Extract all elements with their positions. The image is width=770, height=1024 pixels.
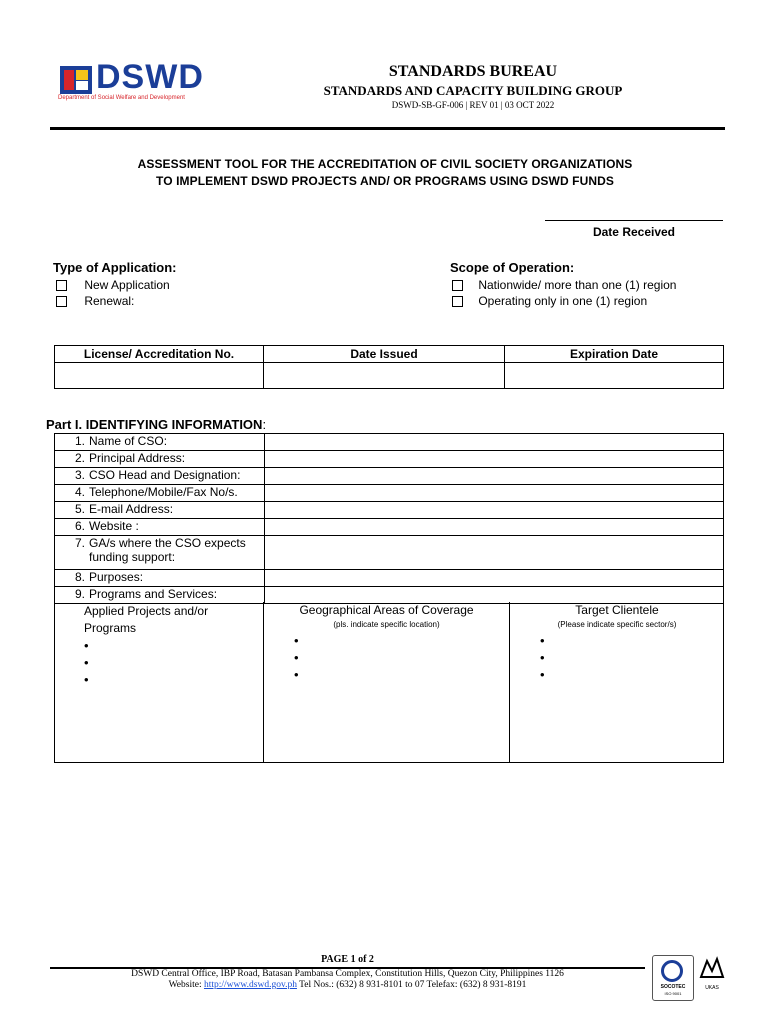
table-row	[55, 502, 724, 519]
geo-coverage-title: Geographical Areas of Coverage	[299, 603, 474, 617]
item-label	[55, 587, 265, 604]
item-number: 6.	[74, 519, 85, 533]
bureau-title: STANDARDS BUREAU	[388, 63, 558, 80]
item-label	[55, 451, 265, 468]
cso-head-field[interactable]	[265, 468, 724, 485]
certification-icon	[661, 960, 683, 982]
date-received-label: Date Received	[592, 225, 676, 239]
new-application-option[interactable]	[56, 278, 170, 292]
bullet: •	[84, 672, 89, 687]
bullet: •	[540, 667, 545, 682]
table-row	[55, 468, 724, 485]
document-code: DSWD-SB-GF-006 | REV 01 | 03 OCT 2022	[391, 100, 555, 110]
projects-column-title-2: Programs	[84, 621, 137, 635]
item-number: 4.	[74, 485, 85, 499]
item-label	[55, 468, 265, 485]
footer-contacts	[50, 980, 645, 990]
bullet: •	[294, 650, 299, 665]
item-text: GA/s where the CSO expects	[89, 536, 246, 550]
socotec-label: SOCOTEC	[660, 984, 686, 990]
renewal-option[interactable]	[56, 294, 134, 308]
item-text: CSO Head and Designation:	[89, 468, 241, 482]
projects-column[interactable]	[84, 603, 208, 688]
group-title: STANDARDS AND CAPACITY BUILDING GROUP	[323, 83, 623, 98]
item-label	[55, 434, 265, 451]
bullet: •	[84, 638, 89, 653]
geo-coverage-column[interactable]	[294, 632, 299, 683]
renewal-checkbox[interactable]	[56, 296, 67, 307]
license-no-header: License/ Accreditation No.	[55, 346, 264, 363]
type-of-application-heading: Type of Application:	[53, 260, 177, 275]
logo-wordmark: DSWD	[96, 58, 204, 96]
purposes-field[interactable]	[265, 570, 724, 587]
name-of-cso-field[interactable]	[265, 434, 724, 451]
target-clientele-sub: (Please indicate specific sector/s)	[557, 620, 677, 629]
date-issued-header: Date Issued	[264, 346, 505, 363]
bullet: •	[540, 633, 545, 648]
bullet: •	[540, 650, 545, 665]
target-clientele-title: Target Clientele	[575, 603, 659, 617]
one-region-checkbox[interactable]	[452, 296, 463, 307]
document-title-line2: TO IMPLEMENT DSWD PROJECTS AND/ OR PROGRAMS USING DSWD FUNDS	[155, 174, 614, 188]
item-label	[55, 536, 265, 570]
website-field[interactable]	[265, 519, 724, 536]
item-label	[55, 570, 265, 587]
website-link[interactable]: http://www.dswd.gov.ph	[203, 980, 297, 990]
item-text: Principal Address:	[89, 451, 186, 465]
item-label	[55, 519, 265, 536]
iso-label: ISO 9001	[664, 991, 682, 996]
item-text: Website :	[89, 519, 139, 533]
item-number: 9.	[74, 587, 85, 601]
item-text: funding support:	[89, 550, 176, 564]
nationwide-option[interactable]	[452, 278, 676, 292]
document-title-line1: ASSESSMENT TOOL FOR THE ACCREDITATION OF CIVIL SOCIETY ORGANIZATIONS	[137, 157, 633, 171]
new-application-label: New Application	[84, 278, 170, 292]
table-row	[55, 485, 724, 502]
renewal-label: Renewal:	[84, 294, 135, 308]
table-row	[55, 570, 724, 587]
ga-funding-field[interactable]	[265, 536, 724, 570]
socotec-cert-badge	[652, 955, 694, 1001]
scope-of-operation-heading: Scope of Operation:	[450, 260, 575, 275]
one-region-option[interactable]	[452, 294, 647, 308]
item-label	[55, 485, 265, 502]
date-received-line[interactable]	[545, 220, 723, 221]
nationwide-checkbox[interactable]	[452, 280, 463, 291]
page-number: PAGE 1 of 2	[321, 954, 374, 965]
expiration-date-header: Expiration Date	[505, 346, 724, 363]
item-number: 8.	[74, 570, 85, 584]
part1-heading	[46, 417, 266, 432]
table-row	[55, 587, 724, 604]
projects-column-title: Applied Projects and/or	[84, 604, 209, 618]
item-label	[55, 502, 265, 519]
table-row	[55, 451, 724, 468]
part1-heading-text: Part I. IDENTIFYING INFORMATION	[46, 417, 263, 432]
bullet: •	[84, 655, 89, 670]
principal-address-field[interactable]	[265, 451, 724, 468]
item-number: 7.	[74, 536, 85, 550]
identifying-info-table	[54, 433, 724, 604]
footer-address: DSWD Central Office, IBP Road, Batasan Pambansa Complex, Constitution Hills, Quezon City, Philippines 1126	[131, 969, 564, 979]
programs-services-field[interactable]	[265, 587, 724, 604]
table-row	[55, 434, 724, 451]
email-field[interactable]	[265, 502, 724, 519]
item-text: Programs and Services:	[89, 587, 218, 601]
item-number: 2.	[74, 451, 85, 465]
ukas-cert-badge	[697, 955, 727, 999]
one-region-label: Operating only in one (1) region	[478, 294, 648, 308]
nationwide-label: Nationwide/ more than one (1) region	[478, 278, 677, 292]
table-row	[55, 519, 724, 536]
header-divider	[50, 127, 725, 130]
contact-numbers: Tel Nos.: (632) 8 931-8101 to 07 Telefax: (632) 8 931-8191	[296, 980, 527, 990]
table-row	[55, 536, 724, 570]
license-table	[54, 345, 724, 389]
ukas-label: UKAS	[705, 985, 719, 991]
logo-tagline: Department of Social Welfare and Development	[58, 95, 185, 101]
item-text: Telephone/Mobile/Fax No/s.	[89, 485, 238, 499]
geo-coverage-sub: (pls. indicate specific location)	[333, 620, 440, 629]
license-no-field[interactable]	[55, 363, 264, 389]
item-text: Purposes:	[89, 570, 144, 584]
dswd-logo	[58, 58, 213, 104]
bullet: •	[294, 667, 299, 682]
item-number: 3.	[74, 468, 85, 482]
telephone-field[interactable]	[265, 485, 724, 502]
item-number: 5.	[74, 502, 85, 516]
item-text: E-mail Address:	[89, 502, 174, 516]
new-application-checkbox[interactable]	[56, 280, 67, 291]
crown-icon	[697, 955, 727, 985]
website-label: Website:	[168, 980, 204, 990]
item-number: 1.	[74, 434, 85, 448]
item-text: Name of CSO:	[89, 434, 168, 448]
target-clientele-column[interactable]	[540, 632, 545, 683]
part1-heading-colon: :	[262, 417, 267, 432]
date-issued-field[interactable]	[264, 363, 505, 389]
expiration-date-field[interactable]	[505, 363, 724, 389]
bullet: •	[294, 633, 299, 648]
